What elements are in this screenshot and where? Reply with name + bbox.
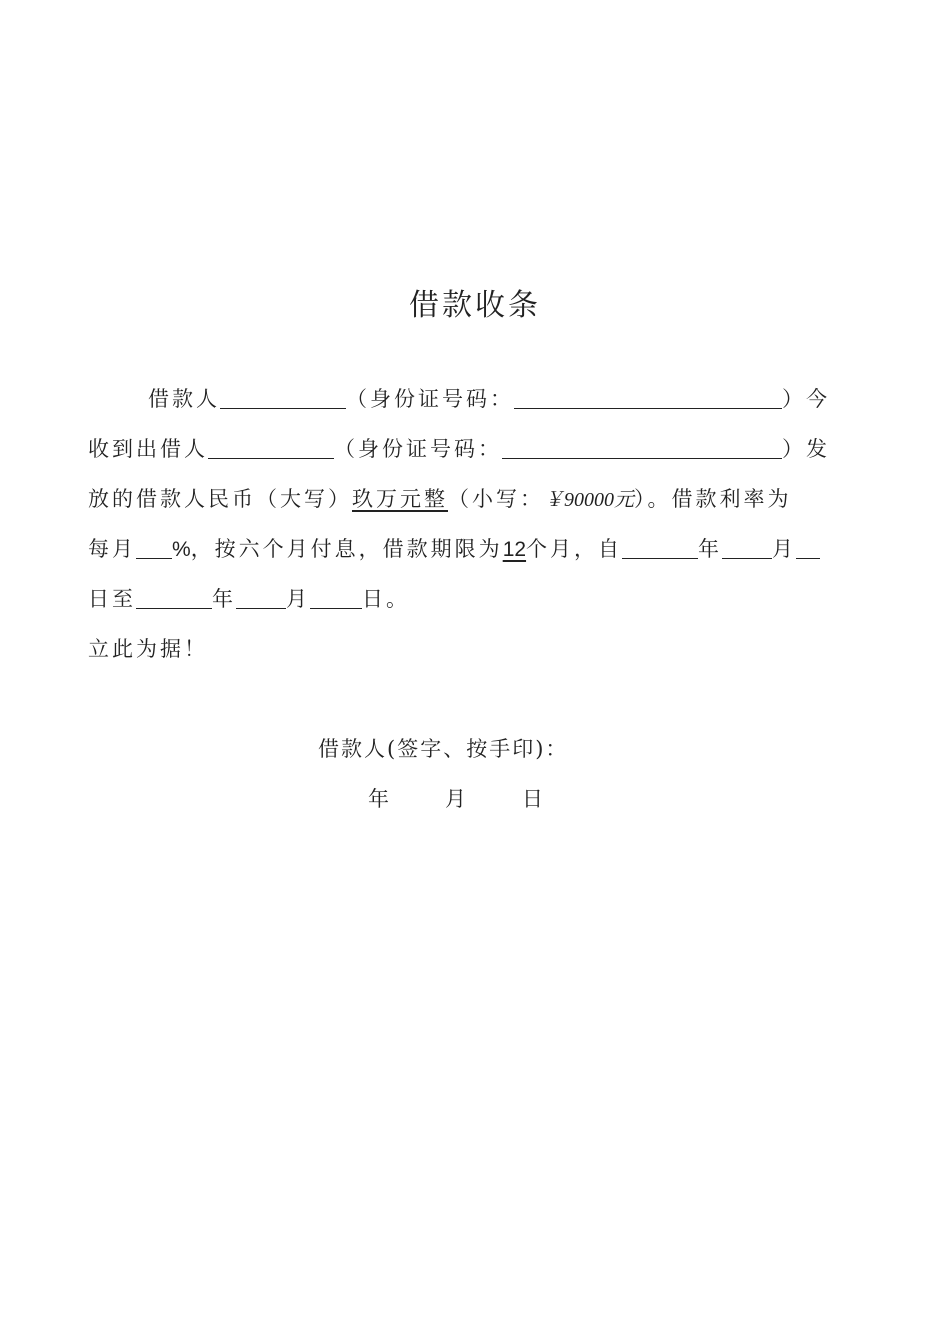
amount-upper: 玖万元整 bbox=[352, 487, 448, 511]
end-day-blank bbox=[310, 586, 362, 609]
line2-end: ）发 bbox=[782, 437, 830, 461]
signature-date bbox=[368, 783, 543, 813]
date-year: 年 bbox=[368, 787, 389, 811]
line1-end: ）今 bbox=[782, 387, 830, 411]
amount-upper-label: 放的借款人民币（大写） bbox=[88, 487, 352, 511]
body-line-4 bbox=[88, 534, 820, 565]
closing-statement: 立此为据！ bbox=[88, 637, 208, 661]
body-line-2 bbox=[88, 434, 830, 464]
body-line-5 bbox=[88, 584, 410, 614]
end-month-blank bbox=[236, 586, 286, 609]
lender-id-blank bbox=[502, 436, 782, 459]
borrower-id-blank bbox=[514, 386, 782, 409]
year-label: 年 bbox=[212, 587, 236, 611]
signature-label: 借款人(签字、按手印)： bbox=[318, 737, 569, 761]
borrower-label: 借款人 bbox=[148, 387, 220, 411]
rate-blank bbox=[136, 536, 172, 559]
start-day-blank bbox=[796, 536, 820, 559]
end-year-blank bbox=[136, 586, 212, 609]
body-line-1 bbox=[148, 384, 830, 414]
day-label: 日。 bbox=[362, 587, 410, 611]
amount-lower: ￥90000元 bbox=[544, 489, 634, 511]
page-title: 借款收条 bbox=[409, 288, 541, 323]
date-day: 日 bbox=[522, 787, 543, 811]
id-label: （身份证号码： bbox=[346, 387, 514, 411]
term-months: 12 bbox=[502, 538, 527, 561]
body-line-3 bbox=[88, 484, 792, 515]
year-label: 年 bbox=[698, 537, 723, 561]
term-label: ，按六个月付息，借款期限为 bbox=[190, 537, 503, 561]
percent-sign: % bbox=[172, 538, 191, 561]
borrower-name-blank bbox=[220, 386, 346, 409]
monthly-label: 每月 bbox=[88, 537, 136, 561]
lender-label: 收到出借人 bbox=[88, 437, 208, 461]
from-label: 个月，自 bbox=[526, 537, 623, 561]
lender-name-blank bbox=[208, 436, 334, 459]
to-label: 日至 bbox=[88, 587, 136, 611]
month-label: 月 bbox=[286, 587, 310, 611]
start-year-blank bbox=[622, 536, 698, 559]
start-month-blank bbox=[722, 536, 772, 559]
id-label: （身份证号码： bbox=[334, 437, 502, 461]
amount-lower-label: （小写： bbox=[448, 487, 544, 511]
interest-label: ）。借款利率为 bbox=[634, 487, 792, 511]
date-month: 月 bbox=[445, 787, 466, 811]
month-label: 月 bbox=[772, 537, 797, 561]
